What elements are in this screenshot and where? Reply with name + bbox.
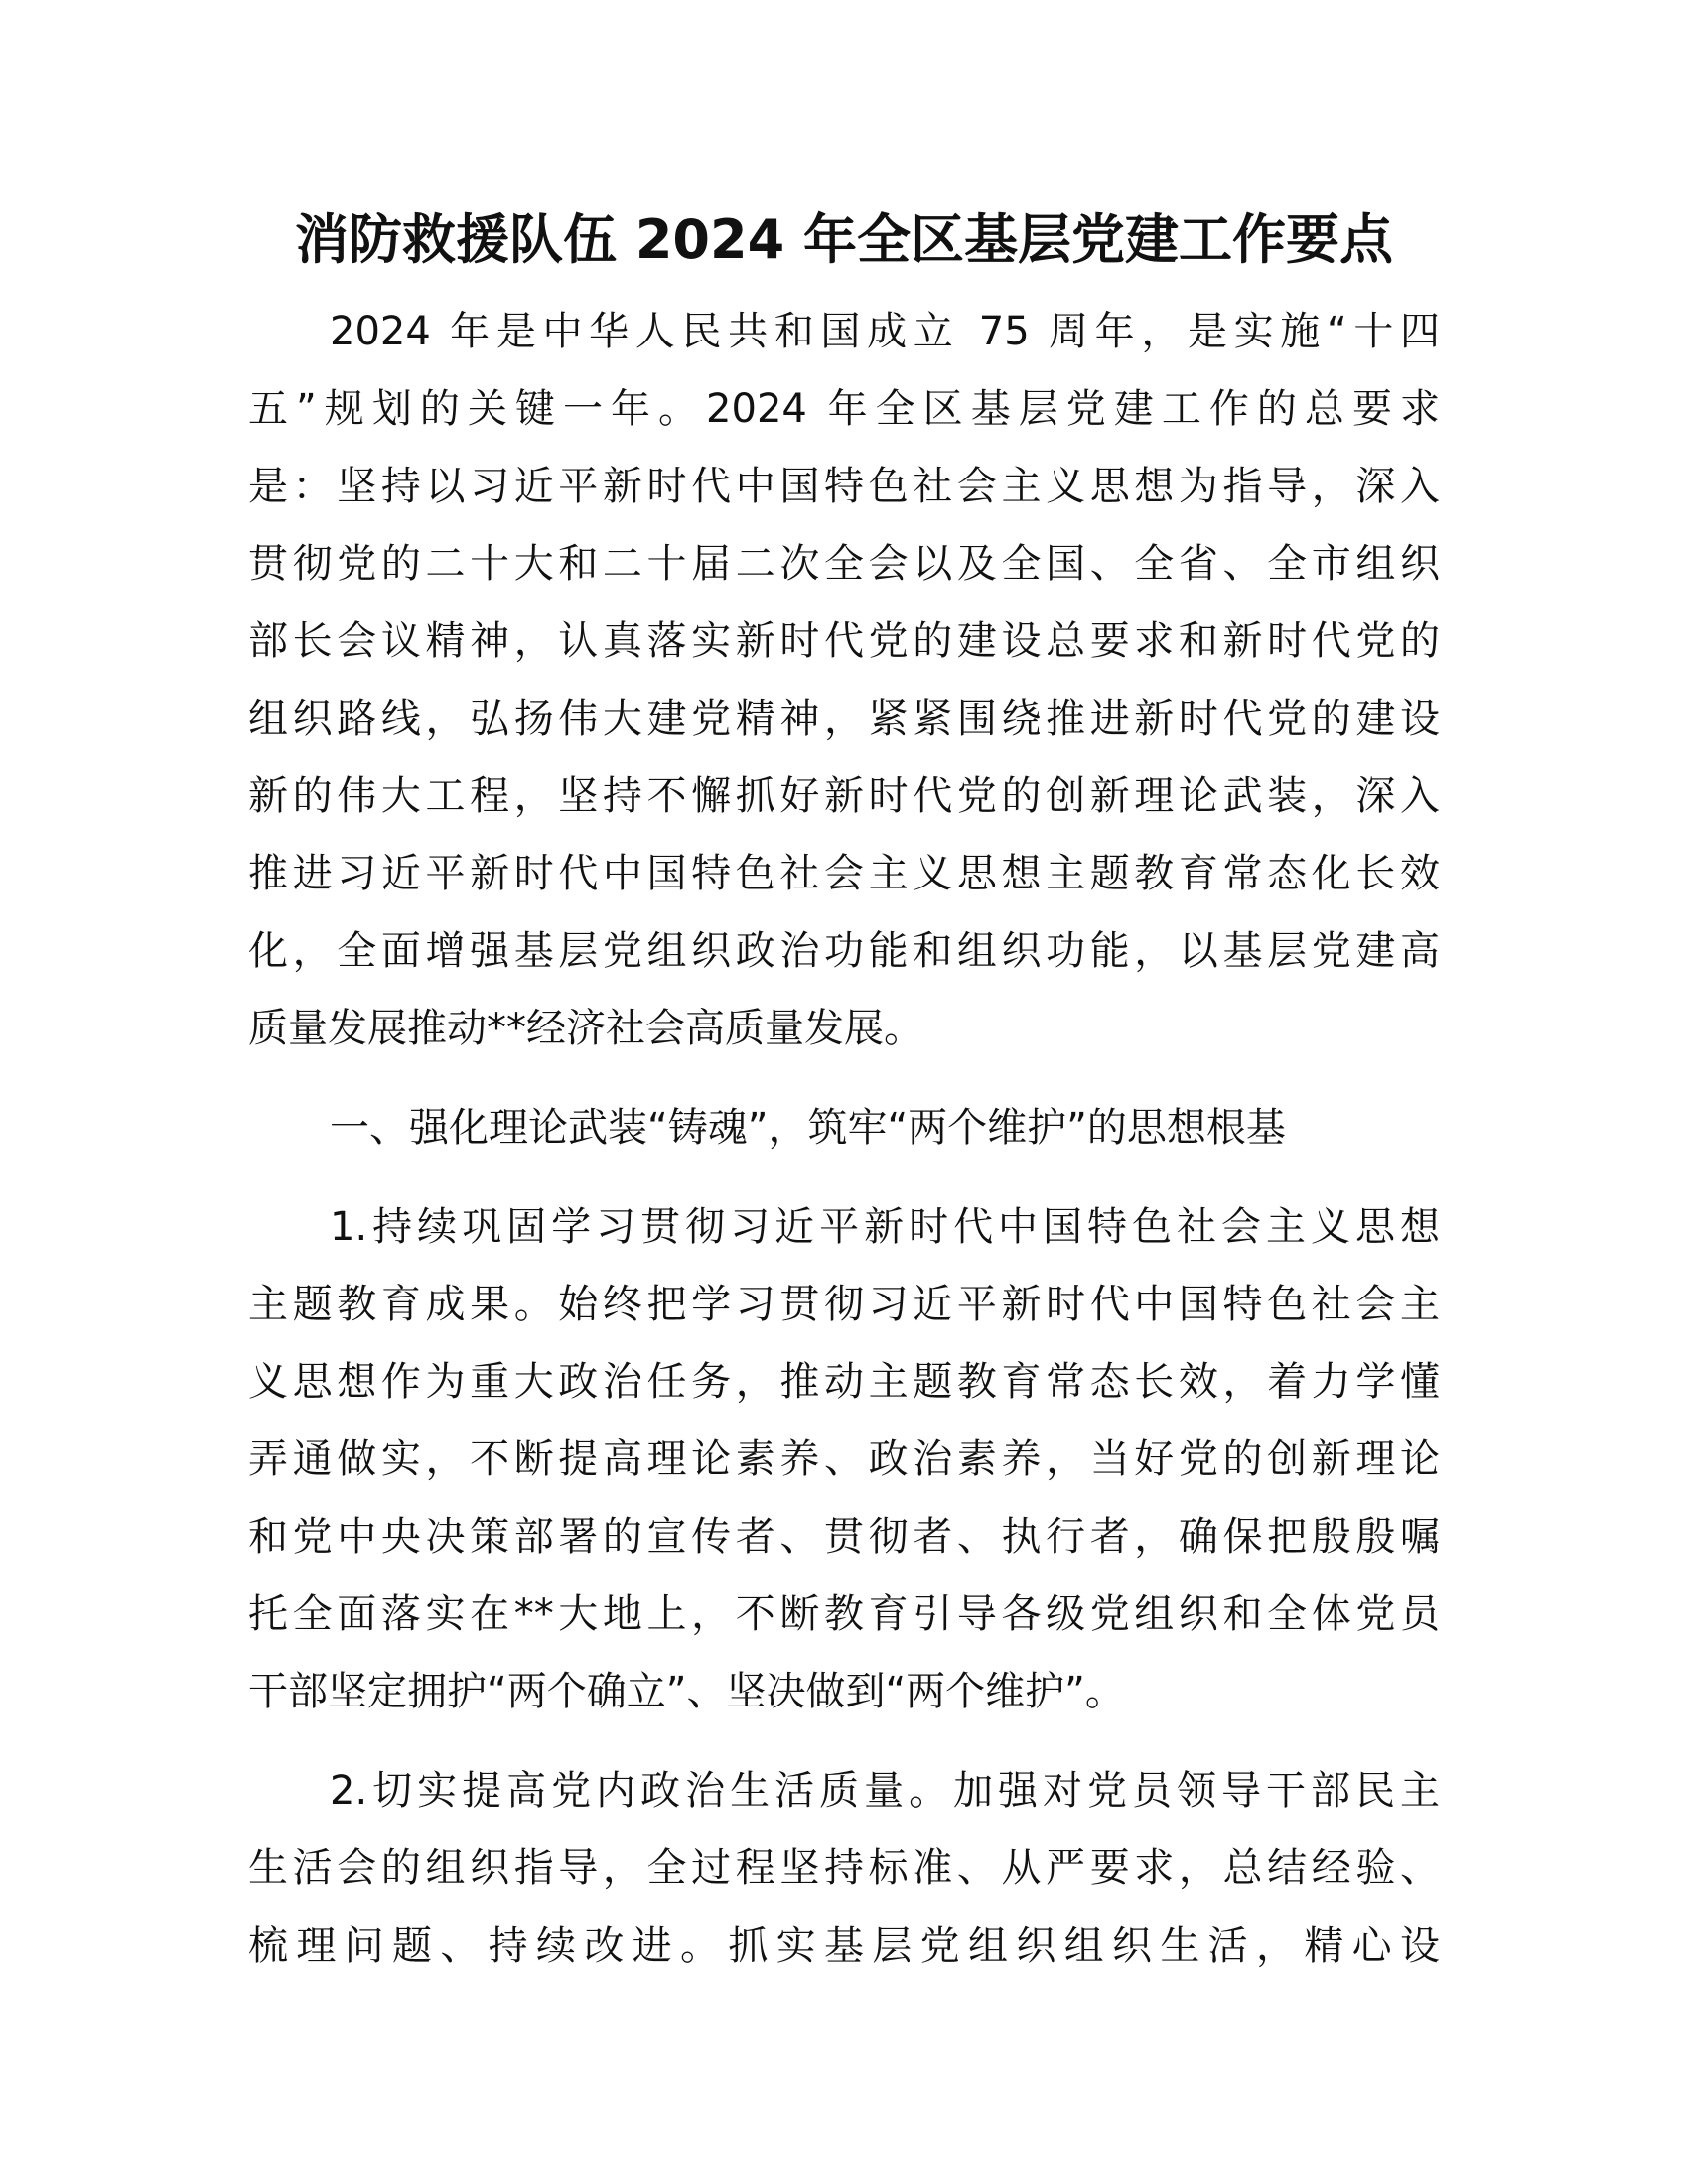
intro-line: 化，全面增强基层党组织政治功能和组织功能，以基层党建高	[248, 928, 1440, 974]
item-1-line: 义思想作为重大政治任务，推动主题教育常态长效，着力学懂	[248, 1359, 1440, 1405]
section-1-heading: 一、强化理论武装“铸魂”，筑牢“两个维护”的思想根基	[330, 1105, 1286, 1151]
item-2-line: 梳理问题、持续改进。抓实基层党组织组织生活，精心设	[248, 1923, 1440, 1969]
item-2-line: 生活会的组织指导，全过程坚持标准、从严要求，总结经验、	[248, 1845, 1440, 1891]
item-1-line: 和党中央决策部署的宣传者、贯彻者、执行者，确保把殷殷嘱	[248, 1514, 1440, 1560]
intro-line: 是：坚持以习近平新时代中国特色社会主义思想为指导，深入	[248, 464, 1440, 509]
intro-line: 新的伟大工程，坚持不懈抓好新时代党的创新理论武装，深入	[248, 773, 1440, 819]
item-1-paragraph	[248, 1188, 1440, 1730]
item-2-line: 2.切实提高党内政治生活质量。加强对党员领导干部民主	[330, 1768, 1440, 1814]
intro-line: 质量发展推动**经济社会高质量发展。	[248, 1006, 923, 1051]
item-1-line: 主题教育成果。始终把学习贯彻习近平新时代中国特色社会主	[248, 1282, 1440, 1327]
section-heading-paragraph	[248, 1089, 1440, 1166]
intro-line: 推进习近平新时代中国特色社会主义思想主题教育常态化长效	[248, 851, 1440, 896]
document-body	[248, 293, 1440, 1984]
item-1-line: 弄通做实，不断提高理论素养、政治素养，当好党的创新理论	[248, 1436, 1440, 1482]
item-1-line: 1.持续巩固学习贯彻习近平新时代中国特色社会主义思想	[330, 1204, 1440, 1250]
intro-line: 五”规划的关键一年。2024 年全区基层党建工作的总要求	[248, 386, 1440, 432]
intro-line: 贯彻党的二十大和二十届二次全会以及全国、全省、全市组织	[248, 541, 1440, 587]
intro-line: 2024 年是中华人民共和国成立 75 周年，是实施“十四	[330, 309, 1440, 354]
document-title: 消防救援队伍 2024 年全区基层党建工作要点	[295, 208, 1393, 271]
intro-line: 组织路线，弘扬伟大建党精神，紧紧围绕推进新时代党的建设	[248, 696, 1440, 742]
item-2-paragraph	[248, 1752, 1440, 1984]
intro-paragraph	[248, 293, 1440, 1067]
intro-line: 部长会议精神，认真落实新时代党的建设总要求和新时代党的	[248, 618, 1440, 664]
item-1-line: 干部坚定拥护“两个确立”、坚决做到“两个维护”。	[248, 1669, 1125, 1714]
item-1-line: 托全面落实在**大地上，不断教育引导各级党组织和全体党员	[248, 1591, 1440, 1637]
